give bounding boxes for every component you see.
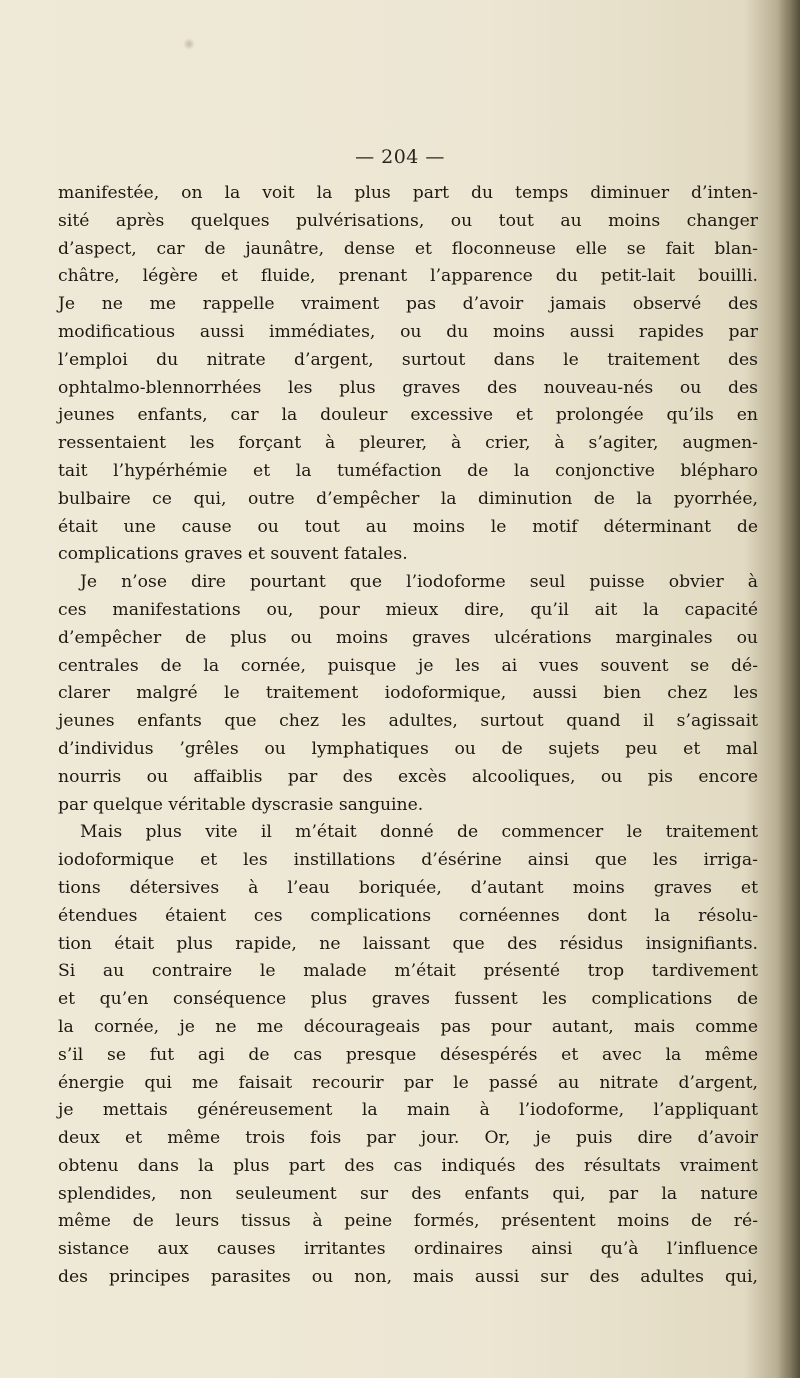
- text-line: des principes parasites ou non, mais aussi sur des adultes qui,: [58, 1267, 758, 1288]
- text-line: sité après quelques pulvérisations, ou tout au moins changer: [58, 210, 758, 231]
- text-line: l’emploi du nitrate d’argent, surtout dans le traitement des: [58, 349, 758, 370]
- text-line: tion était plus rapide, ne laissant que des résidus insignifiants.: [58, 933, 758, 954]
- text-line: Mais plus vite il m’était donné de commencer le traitement: [80, 822, 758, 843]
- text-line: modificatious aussi immédiates, ou du moins aussi rapides par: [58, 321, 758, 342]
- text-line: était une cause ou tout au moins le motif déterminant de: [58, 516, 758, 537]
- text-line: d’aspect, car de jaunâtre, dense et floconneuse elle se fait blan-: [58, 238, 758, 259]
- binding-edge-shadow: [778, 0, 800, 1378]
- text-line: et qu’en conséquence plus graves fussent les complications de: [58, 989, 758, 1010]
- body-text: [58, 180, 758, 1292]
- text-line: étendues étaient ces complications cornéennes dont la résolu-: [58, 905, 758, 926]
- text-line: manifestée, on la voit la plus part du temps diminuer d’inten-: [58, 183, 758, 203]
- text-line: jeunes enfants que chez les adultes, surtout quand il s’agissait: [58, 711, 758, 732]
- ink-smudge: [183, 38, 195, 50]
- text-line: Si au contraire le malade m’était présenté trop tardivement: [58, 961, 758, 982]
- text-line: tait l’hypérhémie et la tuméfaction de la conjonctive blépharo: [58, 460, 758, 481]
- text-line: ophtalmo-blennorrhées les plus graves des nouveau-nés ou des: [58, 377, 758, 398]
- text-line: tions détersives à l’eau boriquée, d’autant moins graves et: [58, 877, 758, 898]
- text-line: châtre, légère et fluide, prenant l’apparence du petit-lait bouilli.: [58, 266, 758, 287]
- text-line: bulbaire ce qui, outre d’empêcher la diminution de la pyorrhée,: [58, 488, 758, 509]
- text-line: centrales de la cornée, puisque je les ai vues souvent se dé-: [58, 655, 758, 676]
- text-line: s’il se fut agi de cas presque désespérés et avec la même: [58, 1044, 758, 1065]
- text-line: ressentaient les forçant à pleurer, à crier, à s’agiter, augmen-: [58, 433, 758, 454]
- text-line: sistance aux causes irritantes ordinaires ainsi qu’à l’influence: [58, 1239, 758, 1260]
- text-line: d’empêcher de plus ou moins graves ulcérations marginales ou: [58, 627, 758, 648]
- text-line: clarer malgré le traitement iodoformique, aussi bien chez les: [58, 683, 758, 704]
- text-line: par quelque véritable dyscrasie sanguine.: [58, 794, 424, 815]
- text-line: Je ne me rappelle vraiment pas d’avoir jamais observé des: [58, 294, 758, 315]
- text-line: même de leurs tissus à peine formés, présentent moins de ré-: [58, 1211, 758, 1232]
- text-line: d’individus ’grêles ou lymphatiques ou de sujets peu et mal: [58, 738, 758, 759]
- text-line: ces manifestations ou, pour mieux dire, qu’il ait la capacité: [58, 599, 758, 620]
- text-line: je mettais généreusement la main à l’iodoforme, l’appliquant: [58, 1100, 758, 1121]
- text-line: iodoformique et les instillations d’ésérine ainsi que les irriga-: [58, 850, 758, 871]
- text-line: splendides, non seuleument sur des enfants qui, par la nature: [58, 1183, 758, 1204]
- text-line: complications graves et souvent fatales.: [58, 544, 408, 565]
- text-line: la cornée, je ne me décourageais pas pour autant, mais comme: [58, 1016, 758, 1037]
- text-line: deux et même trois fois par jour. Or, je puis dire d’avoir: [58, 1128, 758, 1149]
- text-line: obtenu dans la plus part des cas indiqués des résultats vraiment: [58, 1155, 758, 1176]
- text-line: jeunes enfants, car la douleur excessive et prolongée qu’ils en: [58, 405, 758, 426]
- text-line: énergie qui me faisait recourir par le passé au nitrate d’argent,: [58, 1072, 758, 1093]
- page-number: — 204 —: [355, 146, 445, 168]
- text-line: nourris ou affaiblis par des excès alcooliques, ou pis encore: [58, 766, 758, 787]
- text-line: Je n’ose dire pourtant que l’iodoforme seul puisse obvier à: [80, 572, 758, 593]
